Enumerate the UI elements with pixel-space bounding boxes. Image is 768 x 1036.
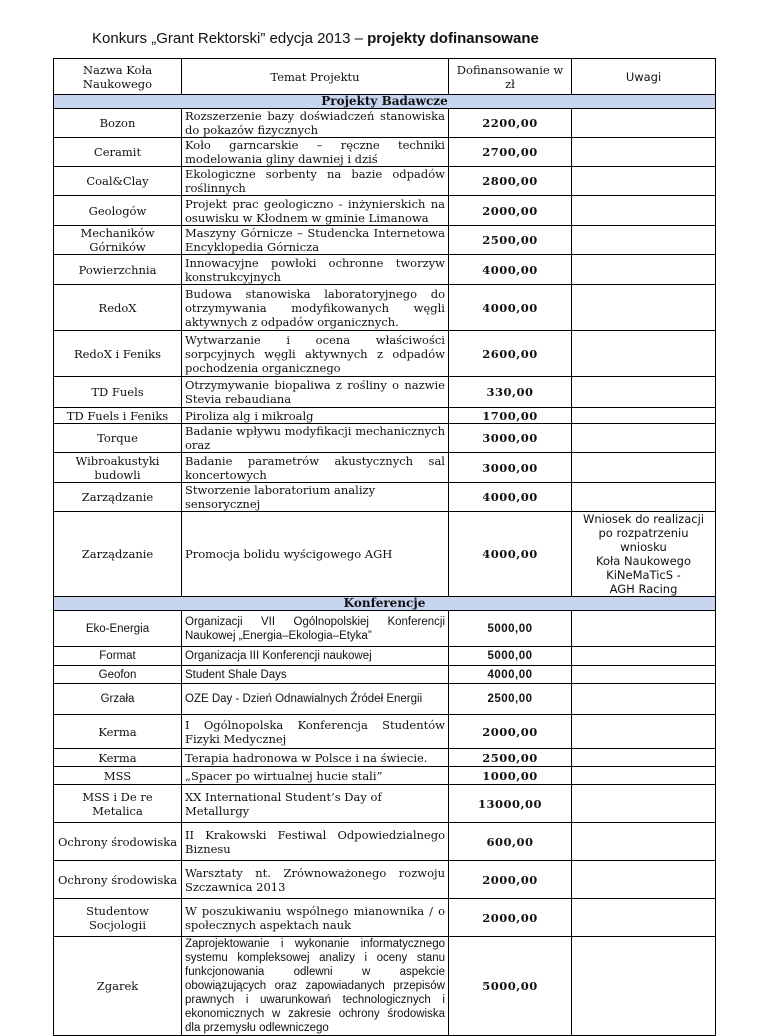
project-topic: I Ogólnopolska Konferencja Studentów Fizyki Medycznej bbox=[182, 715, 449, 749]
table-row bbox=[54, 138, 716, 167]
section-research: Projekty Badawcze bbox=[54, 95, 716, 109]
club-name: Ochrony środowiska bbox=[54, 861, 182, 899]
header-topic: Temat Projektu bbox=[182, 59, 449, 95]
funding-amount: 4000,00 bbox=[449, 666, 572, 684]
funding-amount: 330,00 bbox=[449, 377, 572, 408]
notes-cell bbox=[572, 196, 716, 226]
funding-amount: 2000,00 bbox=[449, 861, 572, 899]
club-name: Ceramit bbox=[54, 138, 182, 167]
funding-amount: 2200,00 bbox=[449, 109, 572, 138]
funding-amount: 3000,00 bbox=[449, 453, 572, 483]
funding-amount: 1700,00 bbox=[449, 408, 572, 424]
funding-amount: 2500,00 bbox=[449, 749, 572, 767]
notes-cell bbox=[572, 823, 716, 861]
funding-amount: 4000,00 bbox=[449, 255, 572, 285]
project-topic: Zaprojektowanie i wykonanie informatycznego systemu kompleksowej analizy i oceny stanu funkcjonowania odlewni w aspekcie obowiązujących oraz zapowiadanych przepisów prawnych i uwarunkowań technologicznych i ekonomicznych w zakresie ochrony środowiska dla przemysłu odlewniczego bbox=[182, 937, 449, 1036]
project-topic: Wytwarzanie i ocena właściwości sorpcyjnych węgli aktywnych z odpadów pochodzenia organicznego bbox=[182, 331, 449, 377]
funding-amount: 4000,00 bbox=[449, 483, 572, 512]
table-row bbox=[54, 611, 716, 647]
project-topic: Rozszerzenie bazy doświadczeń stanowiska do pokazów fizycznych bbox=[182, 109, 449, 138]
notes-cell bbox=[572, 715, 716, 749]
funding-amount: 2600,00 bbox=[449, 331, 572, 377]
project-topic: Student Shale Days bbox=[182, 666, 449, 684]
table-row bbox=[54, 937, 716, 1036]
club-name: MSS i De re Metalica bbox=[54, 785, 182, 823]
club-name: Ochrony środowiska bbox=[54, 823, 182, 861]
section-row bbox=[54, 95, 716, 109]
project-topic: Stworzenie laboratorium analizy sensorycznej bbox=[182, 483, 449, 512]
notes-cell bbox=[572, 285, 716, 331]
project-topic: Badanie wpływu modyfikacji mechanicznych oraz bbox=[182, 424, 449, 453]
notes-cell bbox=[572, 767, 716, 785]
notes-cell bbox=[572, 138, 716, 167]
note-line: Wniosek do realizacji bbox=[582, 512, 705, 526]
table-row bbox=[54, 285, 716, 331]
funding-amount: 3000,00 bbox=[449, 424, 572, 453]
club-name: TD Fuels i Feniks bbox=[54, 408, 182, 424]
club-name: TD Fuels bbox=[54, 377, 182, 408]
club-name: Zgarek bbox=[54, 937, 182, 1036]
table-row bbox=[54, 255, 716, 285]
club-name: Coal&Clay bbox=[54, 167, 182, 196]
table-row bbox=[54, 749, 716, 767]
funding-amount: 4000,00 bbox=[449, 285, 572, 331]
funding-amount: 4000,00 bbox=[449, 512, 572, 597]
table-row bbox=[54, 861, 716, 899]
table-row bbox=[54, 684, 716, 715]
club-name: Zarządzanie bbox=[54, 512, 182, 597]
funding-amount: 2800,00 bbox=[449, 167, 572, 196]
club-name: Torque bbox=[54, 424, 182, 453]
notes-cell bbox=[572, 861, 716, 899]
club-name: Powierzchnia bbox=[54, 255, 182, 285]
notes-cell bbox=[572, 483, 716, 512]
notes-cell bbox=[572, 937, 716, 1036]
notes-cell bbox=[572, 255, 716, 285]
table-row bbox=[54, 226, 716, 255]
funding-amount: 2000,00 bbox=[449, 715, 572, 749]
club-name: RedoX i Feniks bbox=[54, 331, 182, 377]
section-conferences: Konferencje bbox=[54, 597, 716, 611]
funding-amount: 2500,00 bbox=[449, 226, 572, 255]
club-name: Kerma bbox=[54, 749, 182, 767]
notes-cell bbox=[572, 331, 716, 377]
funding-amount: 5000,00 bbox=[449, 611, 572, 647]
project-topic: Innowacyjne powłoki ochronne tworzyw konstrukcyjnych bbox=[182, 255, 449, 285]
section-row bbox=[54, 597, 716, 611]
note-line: po rozpatrzeniu wniosku bbox=[598, 526, 689, 554]
table-row bbox=[54, 512, 716, 597]
table-row bbox=[54, 823, 716, 861]
table-row bbox=[54, 109, 716, 138]
club-name: Studentow Socjologii bbox=[54, 899, 182, 937]
notes-cell bbox=[572, 453, 716, 483]
funding-amount: 5000,00 bbox=[449, 937, 572, 1036]
table-row bbox=[54, 408, 716, 424]
funding-amount: 2000,00 bbox=[449, 196, 572, 226]
notes-cell bbox=[572, 408, 716, 424]
club-name: Geologów bbox=[54, 196, 182, 226]
notes-cell bbox=[572, 684, 716, 715]
project-topic: Ekologiczne sorbenty na bazie odpadów roślinnych bbox=[182, 167, 449, 196]
funding-amount: 13000,00 bbox=[449, 785, 572, 823]
table-row bbox=[54, 715, 716, 749]
project-topic: II Krakowski Festiwal Odpowiedzialnego Biznesu bbox=[182, 823, 449, 861]
funding-amount: 600,00 bbox=[449, 823, 572, 861]
notes-cell bbox=[572, 785, 716, 823]
table-row bbox=[54, 453, 716, 483]
club-name: Zarządzanie bbox=[54, 483, 182, 512]
club-name: Grzała bbox=[54, 684, 182, 715]
header-amount: Dofinansowanie w zł bbox=[449, 59, 572, 95]
project-topic: Koło garncarskie – ręczne techniki modelowania gliny dawniej i dziś bbox=[182, 138, 449, 167]
notes-cell bbox=[572, 109, 716, 138]
project-topic: Projekt prac geologiczno - inżynierskich na osuwisku w Kłodnem w gminie Limanowa bbox=[182, 196, 449, 226]
page-title bbox=[92, 30, 539, 47]
page-title-prefix: Konkurs „Grant Rektorski” edycja 2013 – bbox=[92, 30, 368, 47]
notes-cell bbox=[572, 899, 716, 937]
club-name: Kerma bbox=[54, 715, 182, 749]
notes-cell bbox=[572, 749, 716, 767]
table-row bbox=[54, 899, 716, 937]
notes-cell bbox=[572, 512, 716, 597]
project-topic: Maszyny Górnicze – Studencka Internetowa Encyklopedia Górnicza bbox=[182, 226, 449, 255]
project-topic: OZE Day - Dzień Odnawialnych Źródeł Energii bbox=[182, 684, 449, 715]
funding-amount: 2500,00 bbox=[449, 684, 572, 715]
header-name: Nazwa Koła Naukowego bbox=[54, 59, 182, 95]
project-topic: Piroliza alg i mikroalg bbox=[182, 408, 449, 424]
project-topic: Terapia hadronowa w Polsce i na świecie. bbox=[182, 749, 449, 767]
header-notes: Uwagi bbox=[572, 59, 716, 95]
funding-amount: 2700,00 bbox=[449, 138, 572, 167]
notes-cell bbox=[572, 666, 716, 684]
notes-cell bbox=[572, 647, 716, 666]
table-row bbox=[54, 167, 716, 196]
notes-cell bbox=[572, 377, 716, 408]
project-topic: W poszukiwaniu wspólnego mianownika / o społecznych aspektach nauk bbox=[182, 899, 449, 937]
project-topic: Organizacja III Konferencji naukowej bbox=[182, 647, 449, 666]
grants-table bbox=[53, 58, 716, 1036]
club-name: Wibroakustyki budowli bbox=[54, 453, 182, 483]
funding-amount: 5000,00 bbox=[449, 647, 572, 666]
project-topic: Promocja bolidu wyścigowego AGH bbox=[182, 512, 449, 597]
note-line: Koła Naukowego KiNeMaTicS - bbox=[595, 554, 691, 582]
project-topic: Badanie parametrów akustycznych sal koncertowych bbox=[182, 453, 449, 483]
project-topic: Warsztaty nt. Zrównoważonego rozwoju Szczawnica 2013 bbox=[182, 861, 449, 899]
club-name: Bozon bbox=[54, 109, 182, 138]
notes-cell bbox=[572, 167, 716, 196]
project-topic: Otrzymywanie biopaliwa z rośliny o nazwie Stevia rebaudiana bbox=[182, 377, 449, 408]
notes-cell bbox=[572, 424, 716, 453]
funding-amount: 2000,00 bbox=[449, 899, 572, 937]
note-line: AGH Racing bbox=[609, 582, 678, 596]
table-row bbox=[54, 666, 716, 684]
notes-cell bbox=[572, 611, 716, 647]
table-row bbox=[54, 331, 716, 377]
club-name: Eko-Energia bbox=[54, 611, 182, 647]
club-name: RedoX bbox=[54, 285, 182, 331]
club-name: Format bbox=[54, 647, 182, 666]
club-name: Mechaników Górników bbox=[54, 226, 182, 255]
club-name: Geofon bbox=[54, 666, 182, 684]
project-topic: Budowa stanowiska laboratoryjnego do otrzymywania modyfikowanych węgli aktywnych z odpadów organicznych. bbox=[182, 285, 449, 331]
table-row bbox=[54, 424, 716, 453]
notes-cell bbox=[572, 226, 716, 255]
project-topic: „Spacer po wirtualnej hucie stali” bbox=[182, 767, 449, 785]
table-row bbox=[54, 647, 716, 666]
funding-amount: 1000,00 bbox=[449, 767, 572, 785]
header-row bbox=[54, 59, 716, 95]
page-title-bold: projekty dofinansowane bbox=[367, 30, 539, 47]
table-row bbox=[54, 785, 716, 823]
table-row bbox=[54, 483, 716, 512]
project-topic: XX International Student’s Day of Metallurgy bbox=[182, 785, 449, 823]
table-row bbox=[54, 196, 716, 226]
project-topic: Organizacji VII Ogólnopolskiej Konferencji Naukowej „Energia–Ekologia–Etyka” bbox=[182, 611, 449, 647]
table-row bbox=[54, 767, 716, 785]
table-row bbox=[54, 377, 716, 408]
club-name: MSS bbox=[54, 767, 182, 785]
